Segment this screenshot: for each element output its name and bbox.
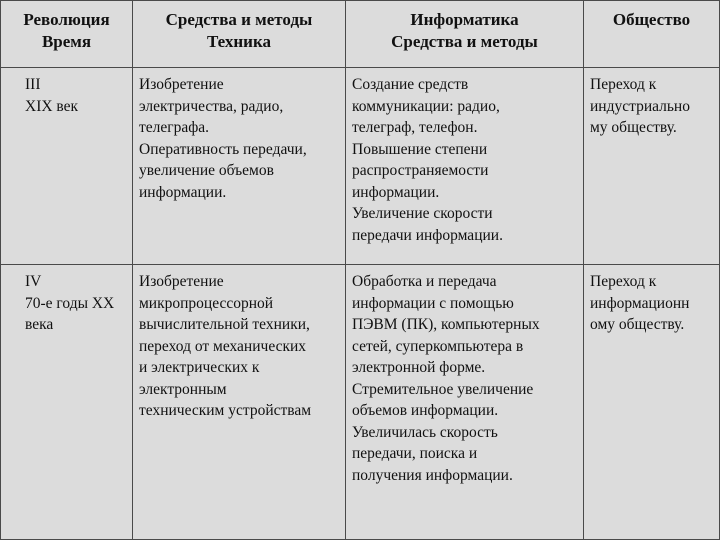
cell-informatics	[346, 265, 584, 540]
cell-informatics-text: Обработка и передача информации с помощью ПЭВМ (ПК), компьютерных сетей, суперкомпьютера в электронной форме. Стремительное увеличение объемов информации. Увеличилась скорость передачи, поиска и получения информации.	[352, 273, 540, 484]
table-row	[1, 265, 720, 540]
header-society: Общество	[584, 1, 720, 68]
cell-technique-text: Изобретение электричества, радио, телеграфа. Оперативность передачи, увеличение объемов информации.	[139, 76, 307, 201]
cell-technique-text: Изобретение микропроцессорной вычислительной техники, переход от механических и электрических к электронным техническим устройствам	[139, 273, 312, 419]
table-row	[1, 68, 720, 265]
cell-society	[584, 68, 720, 265]
cell-technique	[133, 68, 346, 265]
header-informatics-means: Информатика Средства и методы	[346, 1, 584, 68]
cell-revolution-text: III XIX век	[25, 76, 79, 115]
cell-society-text: Переход к информационн ому обществу.	[590, 273, 690, 333]
cell-society-text: Переход к индустриально му обществу.	[590, 76, 690, 136]
cell-informatics	[346, 68, 584, 265]
header-means-technique: Средства и методы Техника	[133, 1, 346, 68]
cell-revolution	[1, 68, 133, 265]
header-row	[1, 1, 720, 68]
cell-technique	[133, 265, 346, 540]
cell-society	[584, 265, 720, 540]
header-revolution-time: Революция Время	[1, 1, 133, 68]
cell-revolution-text: IV 70-е годы XX века	[25, 273, 115, 333]
cell-revolution	[1, 265, 133, 540]
cell-informatics-text: Создание средств коммуникации: радио, телеграф, телефон. Повышение степени распространяемости информации. Увеличение скорости передачи информации.	[352, 76, 503, 244]
